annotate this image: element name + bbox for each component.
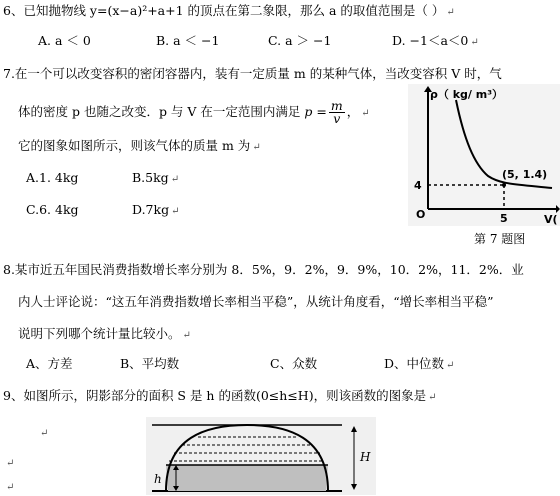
q8-option-b: B、平均数 (120, 356, 180, 371)
return-mark: ↵ (6, 482, 15, 493)
y-tick-label: 4 (414, 179, 422, 192)
origin-label: O (416, 208, 426, 221)
q7-line2: 体的密度 p 也随之改变．p 与 V 在一定范围内满足 p = $\frac{m}{v}$ ， ↵ (18, 98, 370, 126)
return-mark: ↵ (6, 458, 15, 469)
q6-option-a: A. a ＜ 0 (38, 33, 91, 48)
density-volume-graph (408, 84, 560, 226)
x-tick-label: 5 (500, 212, 508, 225)
q8-option-a: A、方差 (26, 356, 73, 371)
return-mark: ↵ (40, 428, 49, 439)
q7-line3: 它的图象如图所示，则该气体的质量 m 为 ↵ (18, 138, 261, 153)
q6-option-c: C. a ＞ −1 (268, 33, 332, 48)
q7-option-a: A.1. 4kg (26, 170, 79, 185)
q8-option-c: C、众数 (270, 356, 318, 371)
q7-option-c: C.6. 4kg (26, 202, 79, 217)
q9-line1: 9、如图所示，阴影部分的面积 S 是 h 的函数(0≤h≤H)，则该函数的图象是 ↵ (3, 388, 437, 403)
figure-7-caption: 第 7 题图 (474, 232, 526, 246)
q7-option-d: D.7kg ↵ (132, 202, 180, 217)
q8-line1: 8.某市近五年国民消费指数增长率分别为 8．5%，9．2%，9．9%，10．2%，11．2%．业 (3, 262, 524, 277)
q7-line1: 7.在一个可以改变容积的密闭容器内，装有一定质量 m 的某种气体，当改变容积 V 时，气 (3, 66, 502, 81)
q6-option-d: D. −1＜a＜0 ↵ (392, 33, 479, 48)
q6-stem: 6、已知抛物线 y=(x−a)²+a+1 的顶点在第二象限，那么 a 的取值范围是（ ） ↵ (3, 3, 455, 18)
q7-option-b: B.5kg ↵ (132, 170, 180, 185)
H-label: H (360, 450, 371, 464)
semicircle-shaded-figure (146, 417, 376, 495)
h-label: h (154, 472, 162, 486)
density-formula: $\frac{m}{v}$ (330, 98, 343, 126)
point-label: (5, 1.4) (502, 168, 548, 181)
shaded-region (166, 465, 328, 491)
point-marker (502, 183, 506, 187)
y-axis-label: ρ（ kg/ m³） (430, 88, 504, 101)
q8-line3: 说明下列哪个统计量比较小。 ↵ (18, 326, 191, 341)
q8-option-d: D、中位数 ↵ (384, 356, 455, 371)
x-axis-label: V( (544, 213, 558, 226)
q6-option-b: B. a ＜ −1 (156, 33, 220, 48)
q8-line2: 内人士评论说：“这五年消费指数增长率相当平稳”，从统计角度看，“增长率相当平稳” (18, 294, 494, 309)
